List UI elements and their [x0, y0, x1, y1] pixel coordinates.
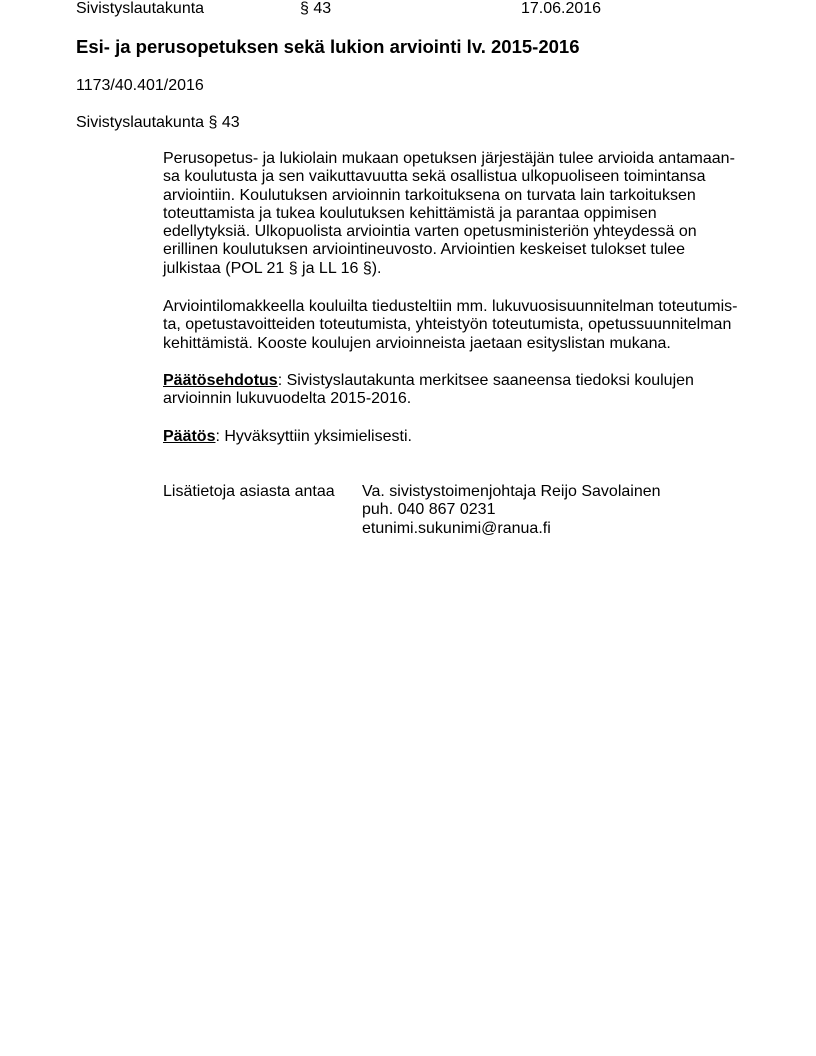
text-line: ta, opetustavoitteiden toteutumista, yhteistyön toteutumista, opetussuunnitelman: [163, 316, 732, 334]
text-line: edellytyksiä. Ulkopuolista arviointia varten opetusministeriön yhteydessä on: [163, 223, 697, 241]
header-body: Sivistyslautakunta: [76, 0, 205, 17]
record-number: 1173/40.401/2016: [76, 77, 204, 94]
header-section: § 43: [300, 0, 332, 17]
contact-label: Lisätietoja asiasta antaa: [163, 483, 335, 500]
proposal-text: : Sivistyslautakunta merkitsee saaneensa tiedoksi koulujen: [277, 372, 694, 389]
decision-text: : Hyväksyttiin yksimielisesti.: [215, 428, 412, 445]
contact-info: [362, 483, 661, 538]
contact-phone: puh. 040 867 0231: [362, 501, 496, 519]
proposal-text: arvioinnin lukuvuodelta 2015-2016.: [163, 390, 412, 408]
text-line: arviointiin. Koulutuksen arvioinnin tarkoituksena on turvata lain tarkoituksen: [163, 186, 696, 204]
header-date: 17.06.2016: [521, 0, 602, 17]
decision: [163, 428, 412, 446]
text-line: sa koulutusta ja sen vaikuttavuutta sekä osallistua ulkopuoliseen toimintansa: [163, 168, 706, 186]
decision-label: Päätös: [163, 428, 216, 445]
contact-name: Va. sivistystoimenjohtaja Reijo Savolainen: [362, 483, 661, 500]
text-line: toteuttamista ja tukea koulutuksen kehittämistä ja parantaa oppimisen: [163, 204, 657, 222]
text-line: Perusopetus- ja lukiolain mukaan opetuksen järjestäjän tulee arvioida antamaan-: [163, 150, 735, 167]
text-line: erillinen koulutuksen arviointineuvosto. Arviointien keskeiset tulokset tulee: [163, 241, 686, 259]
decision-proposal: [163, 372, 694, 409]
text-line: julkistaa (POL 21 § ja LL 16 §).: [163, 259, 382, 277]
paragraph-1: [163, 150, 735, 278]
section-reference: Sivistyslautakunta § 43: [76, 114, 240, 131]
text-line: Arviointilomakkeella kouluilta tiedusteltiin mm. lukuvuosisuunnitelman toteutumis-: [163, 298, 738, 315]
document-title: Esi- ja perusopetuksen sekä lukion arviointi lv. 2015-2016: [76, 36, 580, 57]
text-line: kehittämistä. Kooste koulujen arvioinneista jaetaan esityslistan mukana.: [163, 334, 671, 352]
paragraph-2: [163, 298, 737, 353]
contact-email: etunimi.sukunimi@ranua.fi: [362, 519, 551, 537]
proposal-label: Päätösehdotus: [163, 372, 278, 389]
